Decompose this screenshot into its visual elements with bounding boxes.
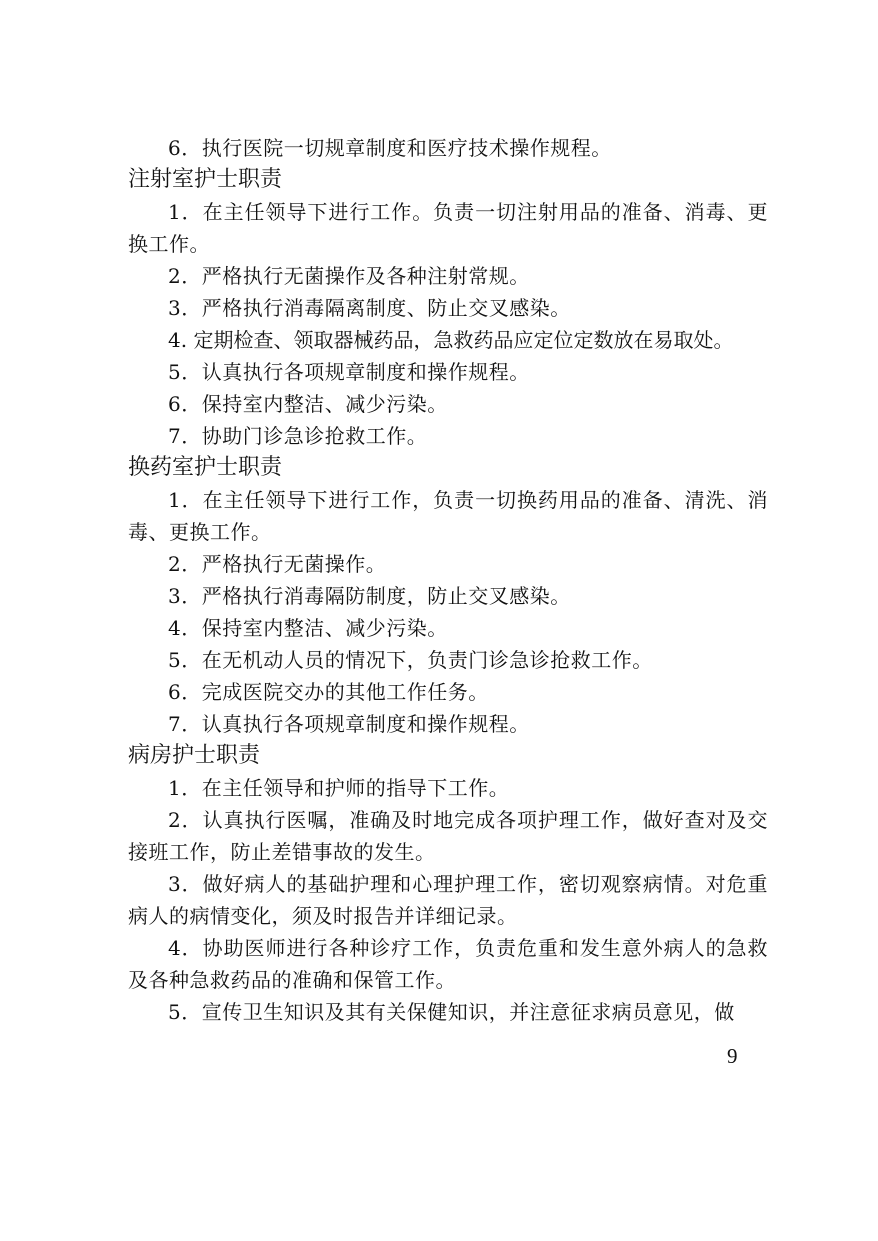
intro-item-6: 6．执行医院一切规章制度和医疗技术操作规程。	[168, 136, 612, 160]
injection-item-4: 4. 定期检查、领取器械药品，急救药品应定位定数放在易取处。	[168, 328, 734, 352]
injection-item-1: 1．在主任领导下进行工作。负责一切注射用品的准备、消毒、更换工作。	[128, 200, 768, 256]
ward-item-1: 1．在主任领导和护师的指导下工作。	[168, 776, 510, 800]
ward-item-4: 4．协助医师进行各种诊疗工作，负责危重和发生意外病人的急救及各种急救药品的准确和保管工作。	[128, 936, 768, 992]
dressing-item-2: 2．严格执行无菌操作。	[168, 552, 387, 576]
ward-item-3: 3．做好病人的基础护理和心理护理工作，密切观察病情。对危重病人的病情变化，须及时报告并详细记录。	[128, 872, 768, 928]
ward-item-5: 5．宣传卫生知识及其有关保健知识，并注意征求病员意见，做	[168, 1000, 735, 1024]
injection-item-5: 5．认真执行各项规章制度和操作规程。	[168, 360, 530, 384]
page-number: 9	[727, 1044, 738, 1068]
injection-item-2: 2．严格执行无菌操作及各种注射常规。	[168, 264, 530, 288]
section-title-ward-nurse: 病房护士职责	[128, 743, 261, 768]
dressing-item-5: 5．在无机动人员的情况下，负责门诊急诊抢救工作。	[168, 648, 653, 672]
dressing-item-3: 3．严格执行消毒隔防制度，防止交叉感染。	[168, 584, 571, 608]
section-title-injection-room: 注射室护士职责	[128, 167, 283, 192]
dressing-item-1: 1．在主任领导下进行工作，负责一切换药用品的准备、清洗、消毒、更换工作。	[128, 488, 768, 544]
dressing-item-6: 6．完成医院交办的其他工作任务。	[168, 680, 489, 704]
injection-item-3: 3．严格执行消毒隔离制度、防止交叉感染。	[168, 296, 571, 320]
ward-item-2: 2．认真执行医嘱，准确及时地完成各项护理工作，做好查对及交接班工作，防止差错事故的发生。	[128, 808, 768, 864]
injection-item-6: 6．保持室内整洁、减少污染。	[168, 392, 448, 416]
dressing-item-7: 7．认真执行各项规章制度和操作规程。	[168, 712, 530, 736]
section-title-dressing-room: 换药室护士职责	[128, 455, 283, 480]
injection-item-7: 7．协助门诊急诊抢救工作。	[168, 424, 428, 448]
dressing-item-4: 4．保持室内整洁、减少污染。	[168, 616, 448, 640]
document-page	[128, 132, 768, 1028]
